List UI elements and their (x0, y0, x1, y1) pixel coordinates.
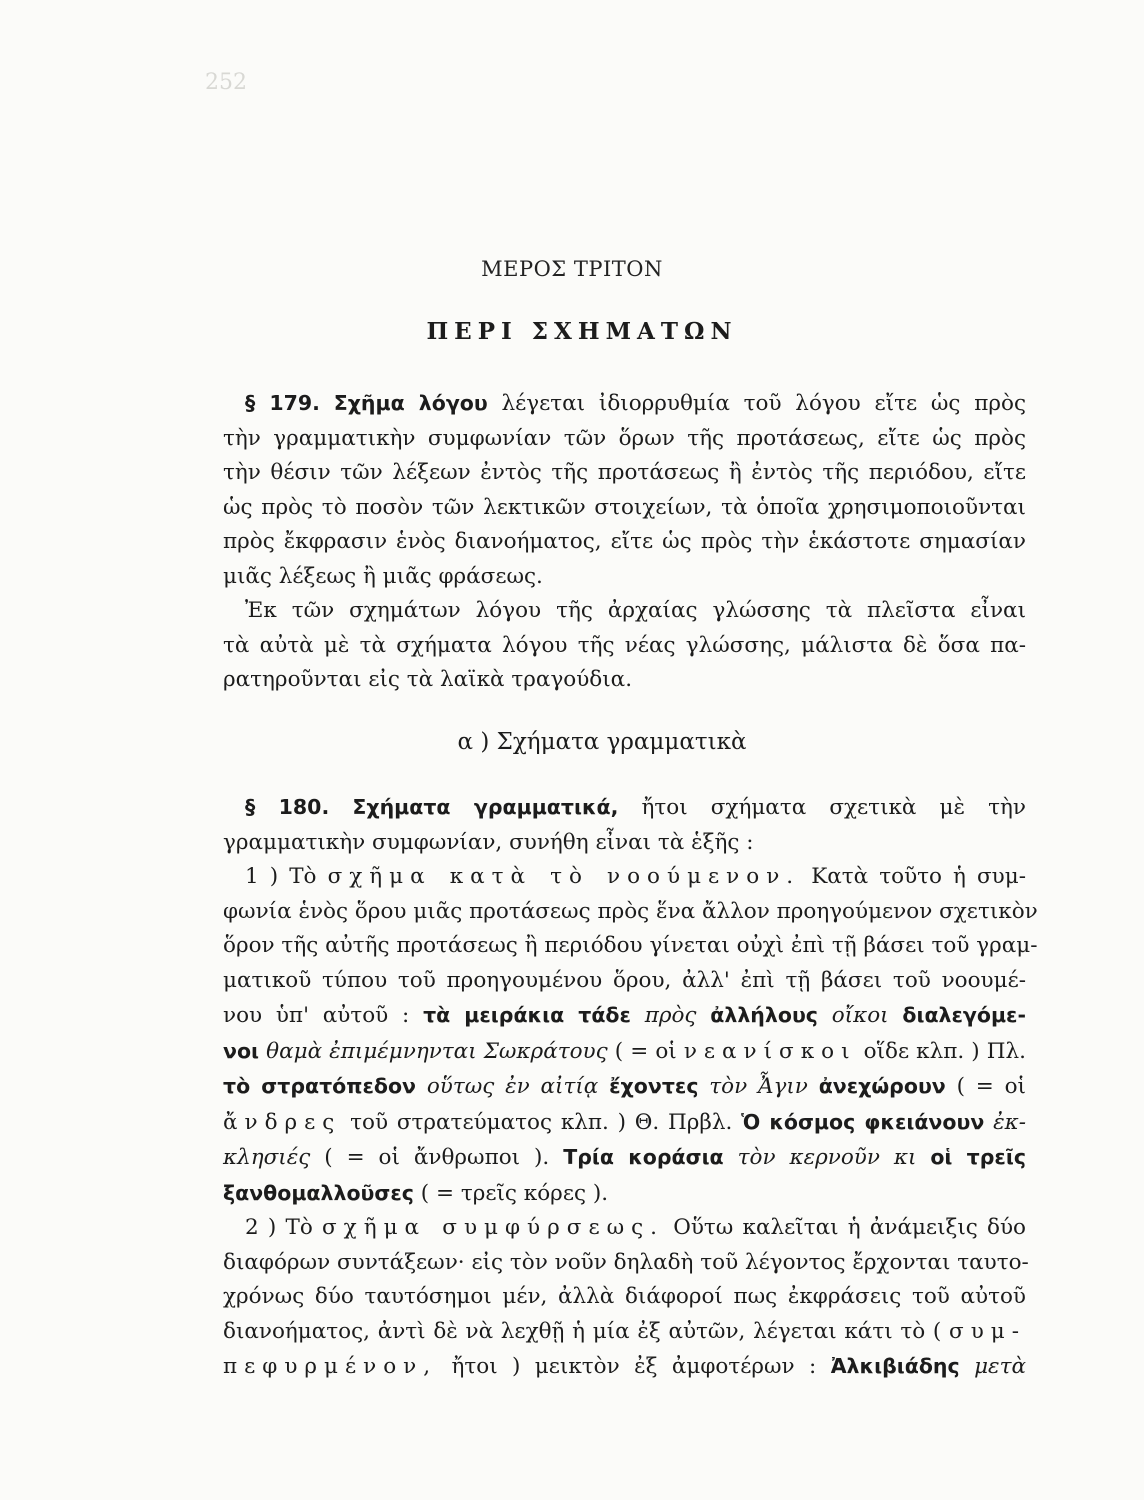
text: ( = τρεῖς κόρες ). (420, 1180, 609, 1206)
text: οἵδε κλπ. ) Πλ. (863, 1038, 1026, 1064)
line: ὡς πρὸς τὸ ποσὸν τῶν λεκτικῶν στοιχείων, τὰ ὁποῖα χρησιμοποιοῦνται (223, 494, 1026, 520)
example-bold: νοι (223, 1038, 260, 1063)
text: νου ὑπ' αὐτοῦ : (223, 1003, 410, 1028)
example-bold: ἀνεχώρουν (818, 1074, 946, 1098)
line: ρατηροῦνται εἰς τὰ λαϊκὰ τραγούδια. (223, 667, 633, 692)
example-italic: ἐκ- (993, 1109, 1026, 1135)
line (223, 1315, 1026, 1350)
example-bold: διαλεγόμε- (902, 1003, 1026, 1027)
example-bold: Τρία κοράσια (563, 1145, 724, 1169)
line: ματικοῦ τύπου τοῦ προηγουμένου ὅρου, ἀλλ' ἐπὶ τῇ βάσει τοῦ νοουμέ- (223, 967, 1026, 993)
example-italic: οὕτως ἐν αἰτίᾳ (426, 1074, 599, 1099)
line (223, 998, 1026, 1034)
spaced-term: σχῆμα συμφύρσεως. (322, 1215, 664, 1240)
line (223, 1349, 1026, 1385)
section-title: ΠΕΡΙ ΣΧΗΜΑΤΩΝ (426, 318, 738, 345)
example-italic: μετὰ (974, 1354, 1026, 1379)
example-bold: Ἀλκιβιάδης (830, 1354, 960, 1378)
text: τοῦ στρατεύματος κλπ. ) Θ. Πρβλ. (350, 1109, 733, 1135)
line (223, 860, 1026, 895)
line (223, 1069, 1026, 1105)
line: χρόνως δύο ταυτόσημοι μέν, ἀλλὰ διάφοροί πως ἐκφράσεις τοῦ αὐτοῦ (223, 1284, 1026, 1309)
line: πρὸς ἔκφρασιν ἑνὸς διανοήματος, εἴτε ὡς πρὸς τὴν ἑκάστοτε σημασίαν (223, 529, 1026, 554)
example-italic: θαμὰ ἐπιμέμνηνται Σωκράτους (266, 1038, 608, 1064)
term: Σχήματα γραμματικά, (352, 795, 619, 819)
line: μιᾶς λέξεως ἢ μιᾶς φράσεως. (223, 563, 543, 589)
example-bold: τὸ στρατόπεδον (223, 1074, 417, 1098)
paragraph-179 (223, 386, 1026, 698)
line: τὴν γραμματικὴν συμφωνίαν τῶν ὅρων τῆς προτάσεως, εἴτε ὡς πρὸς (223, 425, 1026, 451)
example-italic: οἴκοι (831, 1003, 889, 1028)
spaced-term: πεφυρμένον, (223, 1354, 438, 1379)
example-bold: οἱ τρεῖς (930, 1145, 1026, 1169)
page-number: 252 (205, 70, 247, 95)
example-bold: Ὁ κόσμος φκειάνουν (741, 1109, 985, 1134)
term: Σχῆμα λόγου (333, 391, 488, 415)
text: ἤτοι ) μεικτὸν ἐξ ἀμφοτέρων : (451, 1354, 817, 1379)
example-bold: ἔχοντες (609, 1074, 699, 1098)
spaced-term: σχῆμα κατὰ τὸ νοούμενον. (327, 864, 801, 889)
text: ( = οἱ (614, 1038, 677, 1064)
text: 1 ) Τὸ (245, 864, 317, 889)
paragraph-180 (223, 790, 1038, 1385)
text: Οὕτω καλεῖται ἡ ἀνάμειξις δύο (673, 1215, 1026, 1240)
example-italic: κλησιές (223, 1145, 311, 1170)
text: 2 ) Τὸ (245, 1215, 313, 1240)
example-bold: ἀλλήλους (710, 1003, 818, 1027)
example-bold: τὰ μειράκια τάδε (423, 1003, 631, 1027)
spaced-term: συμ- (949, 1318, 1026, 1344)
example-italic: πρὸς (644, 1003, 697, 1028)
text: Κατὰ τοῦτο ἡ συμ- (811, 864, 1026, 889)
section-number: § 180. (245, 795, 330, 819)
line: τὰ αὐτὰ μὲ τὰ σχήματα λόγου τῆς νέας γλώσσης, μάλιστα δὲ ὅσα πα- (223, 632, 1026, 658)
part-title: ΜΕΡΟΣ ΤΡΙΤΟΝ (481, 257, 663, 281)
line (223, 790, 1026, 826)
example-bold: ξανθομαλλοῦσες (223, 1180, 414, 1205)
text: διανοήματος, ἀντὶ δὲ νὰ λεχθῇ ἡ μία ἐξ αὐτῶν, λέγεται κάτι τὸ ( (223, 1318, 942, 1344)
line: φωνία ἑνὸς ὅρου μιᾶς προτάσεως πρὸς ἕνα ἄλλον προηγούμενον σχετικὸν (223, 898, 1038, 924)
text: ( = οἱ (956, 1074, 1026, 1099)
line: τὴν θέσιν τῶν λέξεων ἐντὸς τῆς προτάσεως ἢ ἐντὸς τῆς περιόδου, εἴτε (223, 460, 1026, 485)
line: γραμματικὴν συμφωνίαν, συνήθη εἶναι τὰ ἑξῆς : (223, 829, 754, 855)
example-italic: τὸν κερνοῦν κι (737, 1145, 917, 1170)
section-number: § 179. (245, 391, 320, 415)
subheading: α ) Σχήματα γραμματικὰ (457, 729, 747, 755)
line: διαφόρων συντάξεων· εἰς τὸν νοῦν δηλαδὴ τοῦ λέγοντος ἔρχονται ταυτο- (223, 1249, 1029, 1275)
line (223, 1140, 1026, 1176)
line (223, 1176, 1026, 1212)
spaced-term: νεανίσκοι (683, 1038, 857, 1064)
text: λέγεται ἰδιορρυθμία τοῦ λόγου εἴτε ὡς πρὸς (501, 391, 1027, 416)
spaced-term: ἄνδρες (223, 1109, 342, 1135)
line (223, 1105, 1026, 1141)
line: Ἐκ τῶν σχημάτων λόγου τῆς ἀρχαίας γλώσσης τὰ πλεῖστα εἶναι (245, 598, 1026, 623)
line (223, 1211, 1026, 1246)
line (223, 1034, 1026, 1070)
line: ὅρον τῆς αὐτῆς προτάσεως ἢ περιόδου γίνεται οὐχὶ ἐπὶ τῇ βάσει τοῦ γραμ- (223, 933, 1038, 958)
text: ( = οἱ ἄνθρωποι ). (324, 1145, 550, 1170)
example-italic: τὸν Ἆγιν (709, 1074, 808, 1099)
text: ἤτοι σχήματα σχετικὰ μὲ τὴν (641, 795, 1027, 820)
line (223, 386, 1026, 422)
